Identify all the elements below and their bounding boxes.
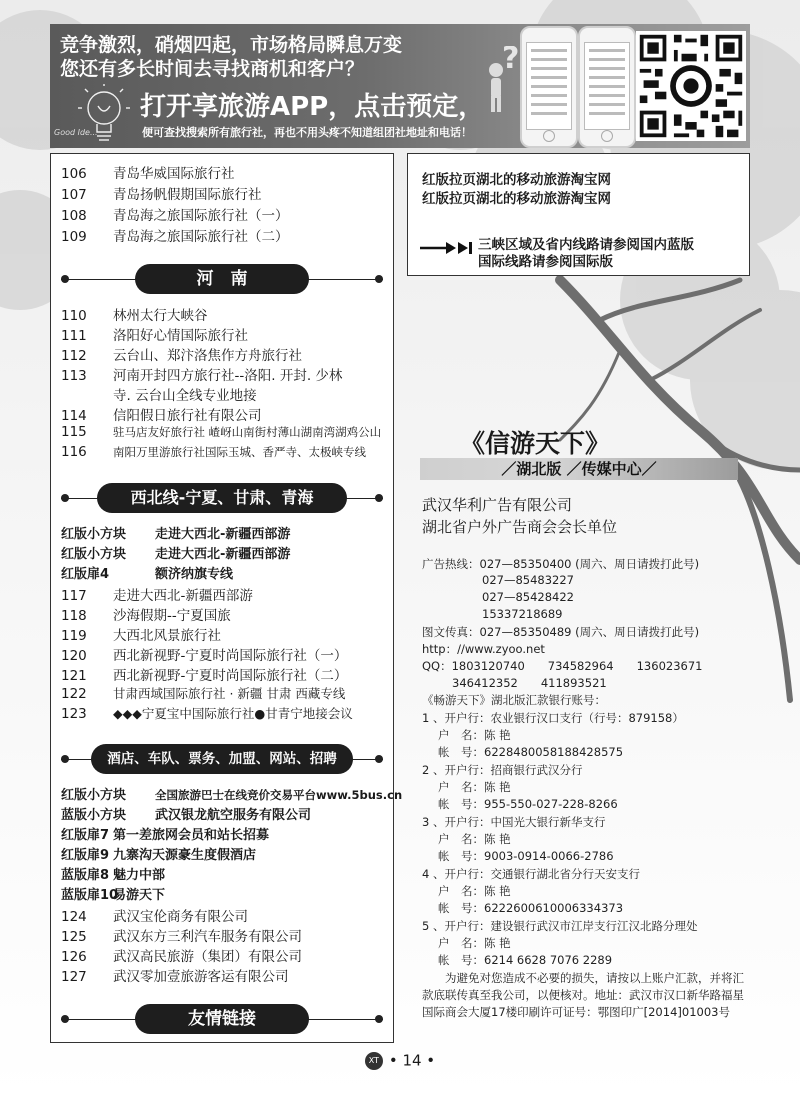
list-item[interactable]: 107 青岛扬帆假期国际旅行社	[61, 187, 262, 203]
publication-title: 《信游天下》	[460, 429, 611, 458]
association-name: 湖北省户外广告商会会长单位	[422, 518, 618, 536]
banner-headline: 打开享旅游APP，点击预定，	[140, 92, 485, 122]
agency-directory-panel	[50, 153, 403, 1043]
bank-2-account: 帐 号：955-550-027-228-8266	[438, 797, 618, 811]
section-heading-hotel: 酒店、车队、票务、加盟、网站、招聘	[61, 744, 383, 774]
list-item[interactable]: 117 走进大西北-新疆西部游	[61, 588, 253, 604]
featured-ad-item[interactable]: 红版扉7 第一差旅网会员和站长招募	[61, 828, 270, 843]
page-number: • 14 •	[388, 1051, 436, 1070]
app-promo-banner[interactable]	[50, 24, 750, 148]
list-item-continuation: 寺. 云台山全线专业地接	[113, 388, 257, 404]
ad-hotline-4: 15337218689	[482, 607, 563, 621]
list-item[interactable]: 126 武汉高民旅游（集团）有限公司	[61, 949, 302, 965]
list-item[interactable]: 111 洛阳好心情国际旅行社	[61, 328, 248, 344]
qr-code-icon[interactable]	[636, 31, 746, 141]
bank-4-account: 帐 号：6222600610006334373	[438, 901, 624, 915]
section-heading-northwest: 西北线-宁夏、甘肃、青海	[61, 483, 383, 513]
edition-bar: ／湖北版 ／传媒中心／	[420, 458, 738, 480]
bank-1-account: 帐 号：6228480058188428575	[438, 745, 624, 759]
featured-ad-item[interactable]: 红版小方块 走进大西北-新疆西部游	[61, 527, 291, 542]
featured-ad-item[interactable]: 红版小方块 全国旅游巴士在线竞价交易平台www.5bus.cn	[61, 788, 403, 803]
thinking-person-icon	[480, 46, 520, 116]
section-heading-links: 友情链接	[61, 1004, 383, 1034]
bank-3-holder: 户 名：陈 艳	[438, 832, 511, 846]
arrow-right-icon	[420, 240, 476, 256]
list-item[interactable]: 110 林州太行大峡谷	[61, 308, 208, 324]
list-item[interactable]: 121 西北新视野-宁夏时尚国际旅行社（二）	[61, 668, 348, 684]
bank-2-name: 2 、开户行：招商银行武汉分行	[422, 763, 583, 777]
notice-line-2: 红版拉页湖北的移动旅游淘宝网	[422, 191, 611, 207]
fax-line: 图文传真：027—85350489 (周六、周日请拨打此号)	[422, 625, 700, 639]
banner-line-2: 您还有多长时间去寻找商机和客户？	[60, 58, 365, 80]
featured-ad-item[interactable]: 红版扉4 额济纳旗专线	[61, 567, 234, 582]
list-item[interactable]: 127 武汉零加壹旅游客运有限公司	[61, 969, 289, 985]
bank-4-name: 4 、开户行：交通银行湖北省分行天安支行	[422, 867, 640, 881]
ad-hotline-2: 027—85483227	[482, 573, 574, 587]
website-link[interactable]: http：//www.zyoo.net	[422, 642, 545, 656]
list-item[interactable]: 122 甘肃西域国际旅行社 · 新疆 甘肃 西藏专线	[61, 686, 346, 702]
list-item[interactable]: 109 青岛海之旅国际旅行社（二）	[61, 229, 289, 245]
list-item[interactable]: 118 沙海假期--宁夏国旅	[61, 608, 231, 624]
phone-mockup-right	[578, 26, 636, 148]
list-item[interactable]: 113 河南开封四方旅行社--洛阳. 开封. 少林	[61, 368, 343, 384]
phone-mockup-left	[520, 26, 578, 148]
section-heading-henan: 河 南	[61, 264, 383, 294]
featured-ad-item[interactable]: 蓝版小方块 武汉银龙航空服务有限公司	[61, 808, 312, 823]
list-item[interactable]: 119 大西北风景旅行社	[61, 628, 221, 644]
list-item[interactable]: 112 云台山、郑汴洛焦作方舟旅行社	[61, 348, 302, 364]
promo-notice-box	[407, 153, 750, 276]
featured-ad-item[interactable]: 蓝版扉8 魅力中部	[61, 868, 166, 883]
company-name: 武汉华利广告有限公司	[422, 496, 573, 514]
bank-1-holder: 户 名：陈 艳	[438, 728, 511, 742]
featured-ad-item[interactable]: 红版小方块 走进大西北-新疆西部游	[61, 547, 291, 562]
list-item[interactable]: 114 信阳假日旅行社有限公司	[61, 408, 262, 424]
page-footer	[0, 1050, 800, 1070]
list-item[interactable]: 106 青岛华威国际旅行社	[61, 166, 235, 182]
svg-text:?: ?	[502, 46, 520, 76]
bank-1-name: 1 、开户行：农业银行汉口支行（行号：879158）	[422, 711, 684, 725]
qq-line-1: QQ：1803120740 734582964 136023671	[422, 659, 703, 673]
banner-subtext: 便可查找搜索所有旅行社，再也不用头疼不知道组团社地址和电话！	[142, 126, 472, 139]
list-item[interactable]: 120 西北新视野-宁夏时尚国际旅行社（一）	[61, 648, 348, 664]
qq-line-2: 346412352 411893521	[452, 676, 607, 690]
notice-line-1: 红版拉页湖北的移动旅游淘宝网	[422, 172, 611, 188]
banner-line-1: 竞争激烈，硝烟四起，市场格局瞬息万变	[60, 34, 403, 56]
bank-5-holder: 户 名：陈 艳	[438, 936, 511, 950]
bank-5-account: 帐 号：6214 6628 7076 2289	[438, 953, 613, 967]
bank-title: 《畅游天下》湖北版汇款银行账号：	[422, 693, 606, 707]
list-item[interactable]: 124 武汉宝伦商务有限公司	[61, 909, 248, 925]
good-idea-text: Good Ide...	[54, 128, 98, 137]
list-item[interactable]: 108 青岛海之旅国际旅行社（一）	[61, 208, 289, 224]
featured-ad-item[interactable]: 红版扉9 九寨沟天源豪生度假酒店	[61, 848, 257, 863]
bank-4-holder: 户 名：陈 艳	[438, 884, 511, 898]
notice-line-4: 国际线路请参阅国际版	[478, 254, 613, 270]
list-item[interactable]: 123 ◆◆◆宁夏宝中国际旅行社●甘青宁地接会议	[61, 706, 353, 722]
bank-3-account: 帐 号：9003-0914-0066-2786	[438, 849, 614, 863]
bank-5-name: 5 、开户行：建设银行武汉市江岸支行江汉北路分理处	[422, 919, 698, 933]
featured-ad-item[interactable]: 蓝版扉10易游天下	[61, 888, 166, 903]
list-item[interactable]: 116 南阳万里游旅行社国际玉城、香严寺、太极峡专线	[61, 444, 366, 460]
ad-hotline-1: 广告热线：027—85350400 (周六、周日请拨打此号)	[422, 557, 700, 571]
remittance-notice: 为避免对您造成不必要的损失，请按以上账户汇款，并将汇款底联传真至我公司，以便核对。地址：武汉市汉口新华路福星国际商会大厦17楼印刷许可证号：鄂图印广[2014]01003号	[422, 971, 744, 1019]
bank-2-holder: 户 名：陈 艳	[438, 780, 511, 794]
list-item[interactable]: 125 武汉东方三利汽车服务有限公司	[61, 929, 302, 945]
list-item[interactable]: 115 驻马店友好旅行社 嵖岈山南街村薄山湖南湾湖鸡公山	[61, 424, 382, 440]
bank-3-name: 3 、开户行：中国光大银行新华支行	[422, 815, 606, 829]
ad-hotline-3: 027—85428422	[482, 590, 574, 604]
notice-line-3: 三峡区域及省内线路请参阅国内蓝版	[478, 237, 694, 253]
publisher-logo-icon: XT	[365, 1052, 383, 1070]
